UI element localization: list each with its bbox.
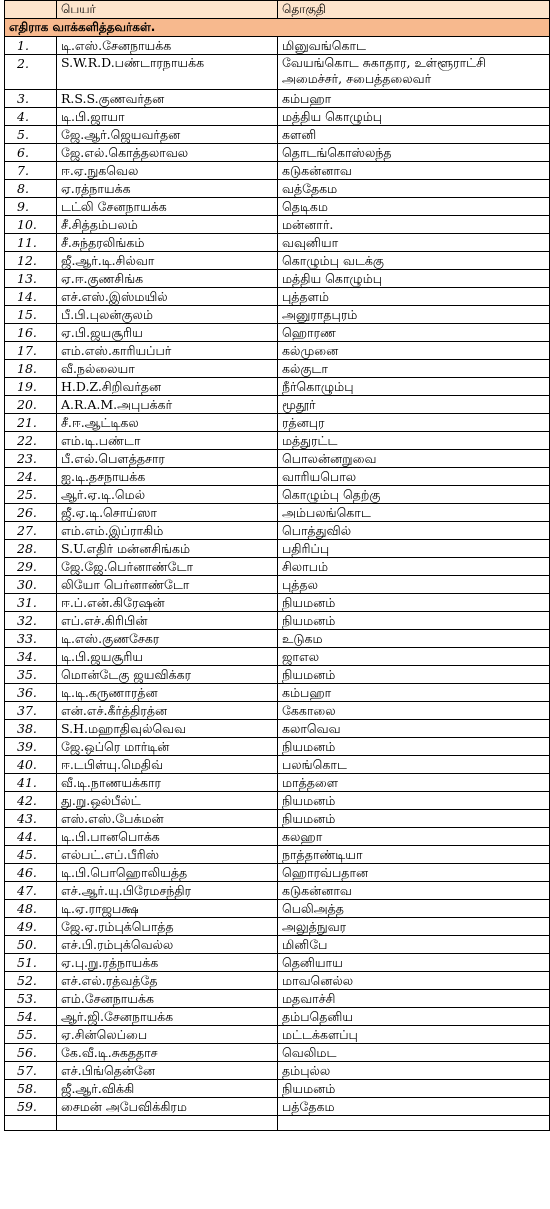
member-name-cell: மொன்டேகு ஜயவிக்கர [57, 666, 278, 684]
row-number-cell: 54. [5, 1008, 57, 1026]
table-row [5, 612, 550, 630]
table-row [5, 540, 550, 558]
member-name-cell: சீ.ஈ.ஆட்டிகல [57, 414, 278, 432]
member-name-cell: எச்.பிங்தென்னே [57, 1062, 278, 1080]
row-number-cell: 44. [5, 828, 57, 846]
row-number-cell: 52. [5, 972, 57, 990]
row-number-cell: 41. [5, 774, 57, 792]
member-name-cell: ஏ.ஈ.குணசிங்க [57, 270, 278, 288]
member-name-cell: டி.எஸ்.சேனநாயக்க [57, 37, 278, 55]
electorate-cell: மூதூர் [278, 396, 550, 414]
table-row [5, 108, 550, 126]
member-name-cell: ஜே.ஆர்.ஜெயவர்தன [57, 126, 278, 144]
row-number-cell: 49. [5, 918, 57, 936]
electorate-cell: நியமனம் [278, 1080, 550, 1098]
table-row [5, 1008, 550, 1026]
table-row [5, 846, 550, 864]
member-name-cell: ஏ.சின்லெப்பை [57, 1026, 278, 1044]
row-number-cell: 12. [5, 252, 57, 270]
table-row [5, 918, 550, 936]
row-number-cell: 24. [5, 468, 57, 486]
row-number-cell: 10. [5, 216, 57, 234]
electorate-cell: நாத்தாண்டியா [278, 846, 550, 864]
electorate-cell: தம்புல்ல [278, 1062, 550, 1080]
member-name-cell: டி.பி.ஜாயா [57, 108, 278, 126]
table-row [5, 180, 550, 198]
member-name-cell: டட்லி சேனநாயக்க [57, 198, 278, 216]
table-row [5, 396, 550, 414]
electorate-cell: ரத்னபுர [278, 414, 550, 432]
table-row [5, 864, 550, 882]
row-number-cell: 16. [5, 324, 57, 342]
electorate-cell: உடுகம [278, 630, 550, 648]
member-name-cell: வீ.டி.நாணயக்கார [57, 774, 278, 792]
member-name-cell: எச்.எல்.ரத்வத்தே [57, 972, 278, 990]
electorate-cell: மதவாச்சி [278, 990, 550, 1008]
member-name-cell: கே.வீ.டி.சுகததாச [57, 1044, 278, 1062]
member-name-cell: து.று.ஒல்பீல்ட் [57, 792, 278, 810]
row-number-cell: 34. [5, 648, 57, 666]
member-name-cell: R.S.S.குணவர்தன [57, 90, 278, 108]
member-name-cell: என்.எச்.கீர்த்திரத்ன [57, 702, 278, 720]
electorate-cell: கொழும்பு தெற்கு [278, 486, 550, 504]
row-number-cell: 38. [5, 720, 57, 738]
electorate-cell: வவுனியா [278, 234, 550, 252]
member-name-cell: எச்.பி.ரம்புக்வெல்ல [57, 936, 278, 954]
electorate-cell: பெலிஅத்த [278, 900, 550, 918]
member-name-cell: டி.பி.பொஹொலியத்த [57, 864, 278, 882]
table-row [5, 630, 550, 648]
member-name-cell: ஆர்.ஏ.டி.மெல் [57, 486, 278, 504]
electorate-cell: பத்தேகம [278, 1098, 550, 1116]
table-row [5, 666, 550, 684]
table-row [5, 216, 550, 234]
table-row [5, 198, 550, 216]
row-number-cell: 33. [5, 630, 57, 648]
member-name-cell: ஐ.டி.தசநாயக்க [57, 468, 278, 486]
member-name-cell: A.R.A.M.அபுபக்கர் [57, 396, 278, 414]
row-number-cell: 4. [5, 108, 57, 126]
electorate-cell: வெலிமட [278, 1044, 550, 1062]
row-number-cell: 21. [5, 414, 57, 432]
electorate-cell: தெனியாய [278, 954, 550, 972]
electorate-cell: பலங்கொட [278, 756, 550, 774]
empty-cell [278, 1116, 550, 1131]
row-number-cell: 14. [5, 288, 57, 306]
table-row [5, 702, 550, 720]
table-row [5, 810, 550, 828]
vote-table-body [5, 1, 550, 1131]
table-row [5, 1062, 550, 1080]
electorate-cell: கம்பஹா [278, 684, 550, 702]
electorate-cell: கடுகன்னாவ [278, 882, 550, 900]
member-name-cell: டி.பி.பானபொக்க [57, 828, 278, 846]
member-name-cell: எல்பட்.எப்.பீரிஸ் [57, 846, 278, 864]
member-name-cell: சீ.சுந்தரலிங்கம் [57, 234, 278, 252]
member-name-cell: எம்.டி.பண்டா [57, 432, 278, 450]
row-number-cell: 19. [5, 378, 57, 396]
table-row [5, 342, 550, 360]
electorate-cell: புத்தல [278, 576, 550, 594]
electorate-cell: பதிரிப்பு [278, 540, 550, 558]
electorate-cell: மினிபே [278, 936, 550, 954]
member-name-cell: லியோ பெர்னாண்டோ [57, 576, 278, 594]
row-number-cell: 59. [5, 1098, 57, 1116]
table-row [5, 234, 550, 252]
empty-row [5, 1116, 550, 1131]
row-number-cell: 53. [5, 990, 57, 1008]
row-number-cell: 5. [5, 126, 57, 144]
row-number-cell: 40. [5, 756, 57, 774]
member-name-cell: பீ.பி.புலன்குலம் [57, 306, 278, 324]
member-name-cell: ஜே.எல்.கொத்தலாவல [57, 144, 278, 162]
header-number-cell [5, 1, 57, 19]
row-number-cell: 13. [5, 270, 57, 288]
electorate-cell: மன்னார். [278, 216, 550, 234]
row-number-cell: 8. [5, 180, 57, 198]
row-number-cell: 50. [5, 936, 57, 954]
member-name-cell: எஸ்.எஸ்.பேக்மன் [57, 810, 278, 828]
header-electorate-cell: தொகுதி [278, 1, 550, 19]
table-row [5, 936, 550, 954]
member-name-cell: S.H.மஹாதிவுல்வெவ [57, 720, 278, 738]
electorate-cell: சிலாபம் [278, 558, 550, 576]
electorate-cell: மத்திய கொழும்பு [278, 108, 550, 126]
table-row [5, 648, 550, 666]
row-number-cell: 31. [5, 594, 57, 612]
row-number-cell: 47. [5, 882, 57, 900]
member-name-cell: எப்.எச்.கிரிபின் [57, 612, 278, 630]
table-row [5, 504, 550, 522]
electorate-cell: பொத்துவில் [278, 522, 550, 540]
table-row [5, 162, 550, 180]
row-number-cell: 55. [5, 1026, 57, 1044]
row-number-cell: 39. [5, 738, 57, 756]
member-name-cell: எம்.எம்.இப்ராகிம் [57, 522, 278, 540]
table-row [5, 324, 550, 342]
member-name-cell: எம்.எஸ்.காரியப்பர் [57, 342, 278, 360]
electorate-cell: நியமனம் [278, 810, 550, 828]
member-name-cell: H.D.Z.சிறிவர்தன [57, 378, 278, 396]
electorate-cell: மத்திய கொழும்பு [278, 270, 550, 288]
row-number-cell: 36. [5, 684, 57, 702]
member-name-cell: ஏ.ரத்நாயக்க [57, 180, 278, 198]
electorate-cell: ஜாஎல [278, 648, 550, 666]
table-row [5, 306, 550, 324]
table-row [5, 378, 550, 396]
table-row [5, 594, 550, 612]
electorate-cell: அம்பலங்கொட [278, 504, 550, 522]
table-row [5, 414, 550, 432]
member-name-cell: ஜீ.ஆர்.டி.சில்வா [57, 252, 278, 270]
table-row [5, 720, 550, 738]
empty-cell [57, 1116, 278, 1131]
electorate-cell: பொலன்னறுவை [278, 450, 550, 468]
electorate-cell: களனி [278, 126, 550, 144]
table-row [5, 522, 550, 540]
electorate-cell: கொழும்பு வடக்கு [278, 252, 550, 270]
member-name-cell: எச்.எஸ்.இஸ்மயில் [57, 288, 278, 306]
electorate-cell: கலஹா [278, 828, 550, 846]
row-number-cell: 9. [5, 198, 57, 216]
table-row [5, 972, 550, 990]
section-row [5, 19, 550, 37]
row-number-cell: 42. [5, 792, 57, 810]
header-name-cell: பெயர் [57, 1, 278, 19]
table-row [5, 432, 550, 450]
electorate-cell: கல்முனை [278, 342, 550, 360]
row-number-cell: 22. [5, 432, 57, 450]
row-number-cell: 29. [5, 558, 57, 576]
table-row [5, 360, 550, 378]
table-row [5, 1044, 550, 1062]
electorate-cell: ஹொரண [278, 324, 550, 342]
row-number-cell: 20. [5, 396, 57, 414]
electorate-cell: நியமனம் [278, 594, 550, 612]
member-name-cell: டி.டி.கருணாரத்ன [57, 684, 278, 702]
member-name-cell: ஈ.டபிள்யு.மெதிவ் [57, 756, 278, 774]
member-name-cell: ஈ.ஏ.நுகவெல [57, 162, 278, 180]
electorate-cell: தொடங்கொஸ்லந்த [278, 144, 550, 162]
row-number-cell: 26. [5, 504, 57, 522]
electorate-cell: கடுகன்னாவ [278, 162, 550, 180]
member-name-cell: ஜீ.ஏ.டி.சொய்ஸா [57, 504, 278, 522]
table-row [5, 1026, 550, 1044]
row-number-cell: 46. [5, 864, 57, 882]
table-row [5, 558, 550, 576]
electorate-cell: கல்குடா [278, 360, 550, 378]
table-row [5, 468, 550, 486]
electorate-cell: வத்தேகம [278, 180, 550, 198]
row-number-cell: 58. [5, 1080, 57, 1098]
electorate-cell: தெடிகம [278, 198, 550, 216]
section-title: எதிராக வாக்களித்தவர்கள். [5, 19, 550, 37]
table-row [5, 774, 550, 792]
vote-table [4, 0, 550, 1131]
electorate-cell: வாரியபொல [278, 468, 550, 486]
electorate-cell: மினுவங்கொட [278, 37, 550, 55]
row-number-cell: 27. [5, 522, 57, 540]
row-number-cell: 17. [5, 342, 57, 360]
row-number-cell: 45. [5, 846, 57, 864]
row-number-cell: 6. [5, 144, 57, 162]
table-row [5, 684, 550, 702]
electorate-cell: தம்பதெனிய [278, 1008, 550, 1026]
row-number-cell: 32. [5, 612, 57, 630]
electorate-cell: அனுராதபுரம் [278, 306, 550, 324]
row-number-cell: 56. [5, 1044, 57, 1062]
table-row [5, 252, 550, 270]
electorate-cell: மத்துரட்ட [278, 432, 550, 450]
member-name-cell: பீ.எல்.பௌத்தசார [57, 450, 278, 468]
table-row [5, 450, 550, 468]
row-number-cell: 57. [5, 1062, 57, 1080]
row-number-cell: 30. [5, 576, 57, 594]
electorate-cell: கேகாலை [278, 702, 550, 720]
member-name-cell: ஏ.பி.ஜயசூரிய [57, 324, 278, 342]
electorate-cell: மட்டக்களப்பு [278, 1026, 550, 1044]
member-name-cell: ஏ.பு.று.ரத்நாயக்க [57, 954, 278, 972]
row-number-cell: 51. [5, 954, 57, 972]
electorate-cell: கம்பஹா [278, 90, 550, 108]
table-row [5, 486, 550, 504]
electorate-cell: நியமனம் [278, 666, 550, 684]
table-row [5, 1080, 550, 1098]
member-name-cell: எம்.சேனநாயக்க [57, 990, 278, 1008]
member-name-cell: S.U.எதிர் மன்னசிங்கம் [57, 540, 278, 558]
electorate-cell: கலாவெவ [278, 720, 550, 738]
electorate-cell: புத்தளம் [278, 288, 550, 306]
member-name-cell: ஜே.ஒப்ரெ மார்டின் [57, 738, 278, 756]
row-number-cell: 3. [5, 90, 57, 108]
member-name-cell: ஜீ.ஆர்.விக்கி [57, 1080, 278, 1098]
table-row [5, 270, 550, 288]
member-name-cell: சைமன் அபேவிக்கிரம [57, 1098, 278, 1116]
table-row [5, 828, 550, 846]
row-number-cell: 37. [5, 702, 57, 720]
member-name-cell: எச்.ஆர்.யு.பிரேமசந்திர [57, 882, 278, 900]
electorate-cell: நியமனம் [278, 792, 550, 810]
electorate-cell: வேயங்கொட சுகாதார, உள்ளூராட்சி அமைச்சர், சபைத்தலைவர் [278, 55, 550, 90]
electorate-cell: ஹொரவ்பதான [278, 864, 550, 882]
member-name-cell: வீ.நல்லையா [57, 360, 278, 378]
row-number-cell: 35. [5, 666, 57, 684]
member-name-cell: டி.ஏ.ராஜபக்ஷ [57, 900, 278, 918]
row-number-cell: 48. [5, 900, 57, 918]
member-name-cell: சீ.சித்தம்பலம் [57, 216, 278, 234]
table-row [5, 126, 550, 144]
electorate-cell: மாவனெல்ல [278, 972, 550, 990]
electorate-cell: அலுத்நுவர [278, 918, 550, 936]
table-row [5, 288, 550, 306]
table-row [5, 756, 550, 774]
member-name-cell: ஜே.ஏ.ரம்புக்பொத்த [57, 918, 278, 936]
table-row [5, 144, 550, 162]
row-number-cell: 7. [5, 162, 57, 180]
table-row [5, 792, 550, 810]
member-name-cell: டி.பி.ஜயசூரிய [57, 648, 278, 666]
row-number-cell: 25. [5, 486, 57, 504]
member-name-cell: S.W.R.D.பண்டாரநாயக்க [57, 55, 278, 90]
electorate-cell: நீர்கொழும்பு [278, 378, 550, 396]
electorate-cell: நியமனம் [278, 612, 550, 630]
row-number-cell: 2. [5, 55, 57, 90]
electorate-cell: மாத்தளை [278, 774, 550, 792]
table-row [5, 738, 550, 756]
electorate-cell: நியமனம் [278, 738, 550, 756]
row-number-cell: 28. [5, 540, 57, 558]
row-number-cell: 11. [5, 234, 57, 252]
table-row [5, 1098, 550, 1116]
row-number-cell: 23. [5, 450, 57, 468]
header-row [5, 1, 550, 19]
table-row [5, 900, 550, 918]
table-row [5, 37, 550, 55]
row-number-cell: 43. [5, 810, 57, 828]
row-number-cell: 15. [5, 306, 57, 324]
table-row [5, 882, 550, 900]
member-name-cell: டி.எஸ்.குணசேகர [57, 630, 278, 648]
row-number-cell: 1. [5, 37, 57, 55]
member-name-cell: ஈ.ப்.என்.கிரேஷன் [57, 594, 278, 612]
table-row [5, 55, 550, 90]
table-row [5, 576, 550, 594]
member-name-cell: ஆர்.ஜி.சேனநாயக்க [57, 1008, 278, 1026]
table-row [5, 990, 550, 1008]
member-name-cell: ஜே.ஜே.பெர்னாண்டோ [57, 558, 278, 576]
table-row [5, 90, 550, 108]
empty-cell [5, 1116, 57, 1131]
row-number-cell: 18. [5, 360, 57, 378]
table-row [5, 954, 550, 972]
